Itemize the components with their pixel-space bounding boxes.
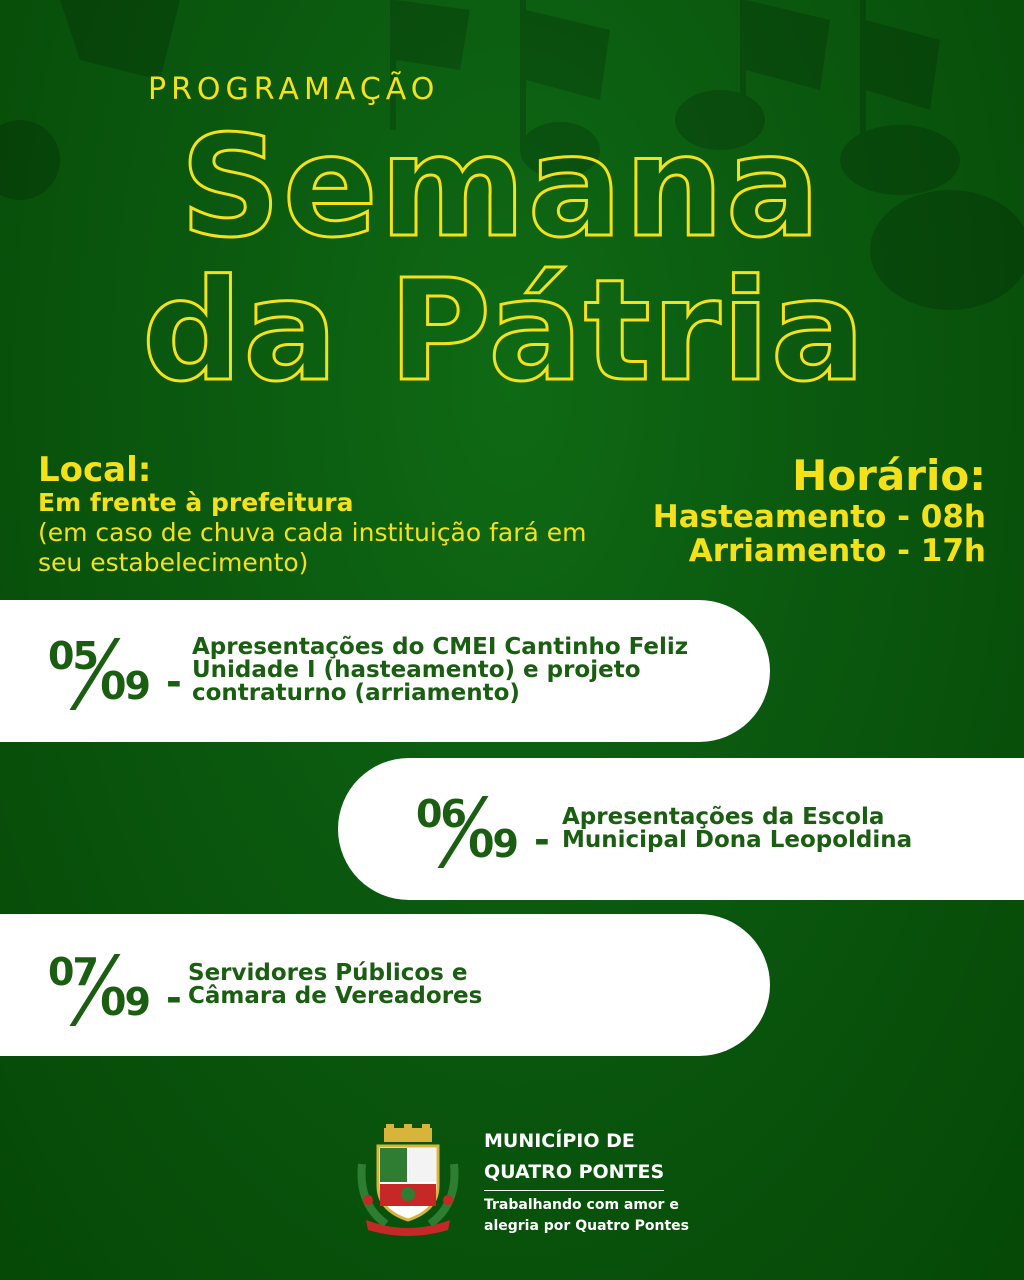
footer-divider bbox=[484, 1190, 664, 1191]
event-dash: - bbox=[534, 818, 550, 862]
event-day: 06 bbox=[416, 792, 465, 836]
municipality-tagline bbox=[484, 1195, 689, 1237]
municipality-line: MUNICÍPIO DE bbox=[484, 1130, 635, 1152]
event-description bbox=[192, 636, 688, 705]
event-dash: - bbox=[166, 976, 182, 1020]
time-arriamento: Arriamento - 17h bbox=[688, 533, 986, 569]
event-description bbox=[188, 962, 482, 1008]
event-desc-line: Unidade I (hasteamento) e projeto bbox=[192, 657, 641, 683]
programacao-kicker: PROGRAMAÇÃO bbox=[148, 72, 440, 107]
event-desc-line: Apresentações da Escola bbox=[562, 804, 885, 830]
event-month: 09 bbox=[100, 980, 149, 1024]
title-da-patria: da Pátria bbox=[142, 250, 867, 413]
title-semana: Semana bbox=[180, 106, 823, 269]
local-label: Local: bbox=[38, 450, 152, 490]
event-desc-line: Municipal Dona Leopoldina bbox=[562, 827, 913, 853]
event-desc-line: Câmara de Vereadores bbox=[188, 983, 483, 1009]
local-block bbox=[38, 452, 598, 578]
event-desc-line: Servidores Públicos e bbox=[188, 960, 468, 986]
event-day: 05 bbox=[48, 634, 97, 678]
event-month: 09 bbox=[468, 822, 517, 866]
tagline-line: alegria por Quatro Pontes bbox=[484, 1218, 689, 1234]
tagline-line: Trabalhando com amor e bbox=[484, 1197, 679, 1213]
time-label: Horário: bbox=[792, 451, 986, 500]
municipality-name bbox=[484, 1126, 664, 1188]
event-day: 07 bbox=[48, 950, 97, 994]
event-month: 09 bbox=[100, 664, 149, 708]
event-dash: - bbox=[166, 660, 182, 704]
municipality-line: QUATRO PONTES bbox=[484, 1161, 665, 1183]
event-desc-line: Apresentações do CMEI Cantinho Feliz bbox=[192, 634, 689, 660]
event-card bbox=[338, 758, 1024, 900]
event-desc-line: contraturno (arriamento) bbox=[192, 680, 520, 706]
event-card bbox=[0, 600, 770, 742]
local-place: Em frente à prefeitura bbox=[38, 488, 354, 517]
event-card bbox=[0, 914, 770, 1056]
event-description bbox=[562, 806, 912, 852]
time-block bbox=[653, 452, 986, 568]
local-rain-note: (em caso de chuva cada instituição fará em seu estabelecimento) bbox=[38, 518, 587, 577]
municipal-coat-of-arms-icon bbox=[356, 1124, 460, 1236]
time-hasteamento: Hasteamento - 08h bbox=[652, 499, 986, 535]
